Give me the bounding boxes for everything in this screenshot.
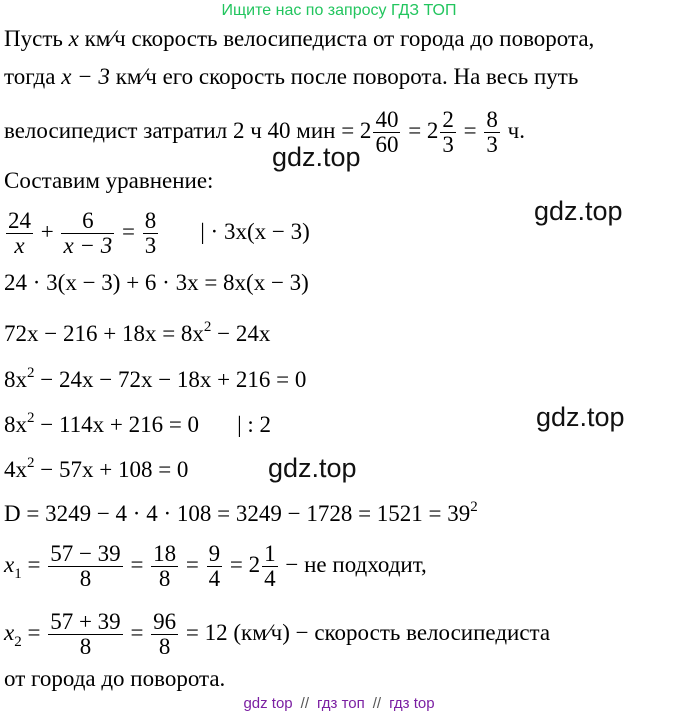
step-3 xyxy=(4,358,306,395)
text: − 24x xyxy=(211,321,271,346)
text-line-4 xyxy=(4,166,213,196)
denominator: x − 3 xyxy=(63,233,113,259)
superscript: 2 xyxy=(27,455,35,471)
fraction xyxy=(6,209,33,258)
text: 72x − 216 + 18x = 8x xyxy=(4,321,204,346)
footer-link-gdz-top[interactable]: gdz top xyxy=(243,695,293,712)
step-2 xyxy=(4,312,270,349)
footer-links xyxy=(0,695,678,712)
fraction xyxy=(207,542,223,591)
text: тогда xyxy=(4,64,62,89)
root-x2 xyxy=(4,606,550,660)
fraction xyxy=(143,209,159,258)
header-banner: Ищите нас по запросу ГДЗ ТОП xyxy=(221,2,457,19)
text: = xyxy=(180,552,205,577)
step-1 xyxy=(4,268,309,298)
numerator: 57 − 39 xyxy=(50,541,121,567)
denominator: 8 xyxy=(79,566,92,592)
text: от города до поворота. xyxy=(4,666,226,691)
footer-separator: // xyxy=(300,695,309,712)
equation-line xyxy=(4,206,310,258)
text: = xyxy=(21,620,47,645)
text: − 57x + 108 = 0 xyxy=(34,457,189,482)
fraction xyxy=(48,542,122,591)
text: = xyxy=(116,219,141,244)
numerator: 8 xyxy=(486,107,498,133)
text: км⁄ч скорость велосипедиста от города до поворота, xyxy=(78,26,595,51)
variable: x xyxy=(4,620,15,645)
text-line-2 xyxy=(4,62,578,92)
variable: x xyxy=(68,26,79,51)
superscript: 2 xyxy=(27,365,35,381)
text: велосипедист затратил 2 ч 40 мин = 2 xyxy=(4,118,372,143)
numerator: 8 xyxy=(144,208,157,234)
variable: x xyxy=(4,552,15,577)
denominator: 4 xyxy=(264,566,276,592)
fraction xyxy=(373,108,400,157)
footer-link-gdz-top-ru[interactable]: гдз топ xyxy=(317,695,365,712)
text: − не подходит, xyxy=(279,552,427,577)
fraction xyxy=(262,542,278,591)
text: + xyxy=(35,219,60,244)
step-5 xyxy=(4,448,188,485)
numerator: 40 xyxy=(375,107,399,133)
root-x1 xyxy=(4,538,427,592)
fraction xyxy=(61,209,114,258)
text: = 2 xyxy=(224,552,261,577)
footer-separator: // xyxy=(372,695,382,712)
watermark: gdz.top xyxy=(536,402,625,432)
subscript: 1 xyxy=(14,566,22,582)
superscript: 2 xyxy=(203,319,212,335)
numerator: 1 xyxy=(264,541,276,567)
text: − 24x − 72x − 18x + 216 = 0 xyxy=(34,367,307,392)
text: км⁄ч его скорость после поворота. На весь путь xyxy=(109,64,579,89)
denominator: 4 xyxy=(208,566,221,592)
numerator: 2 xyxy=(442,107,454,133)
superscript: 2 xyxy=(27,410,35,426)
text: Пусть xyxy=(4,26,69,51)
denominator: x xyxy=(14,233,25,259)
denominator: 3 xyxy=(144,233,157,259)
denominator: 8 xyxy=(158,634,171,660)
numerator: 6 xyxy=(61,209,114,234)
text: D = 3249 − 4 · 4 · 108 = 3249 − 1728 = 1521 = 39 xyxy=(4,501,471,526)
denominator: 60 xyxy=(375,132,399,158)
superscript: 2 xyxy=(470,499,478,515)
text-line-3 xyxy=(4,106,525,156)
text: 24 · 3(x − 3) + 6 · 3x = 8x(x − 3) xyxy=(4,270,309,295)
text: 8x xyxy=(4,367,27,392)
expression: x − 3 xyxy=(61,64,110,89)
text: = xyxy=(457,118,483,143)
numerator: 24 xyxy=(8,208,31,234)
text: = xyxy=(124,620,150,645)
footer-link-gdz-top-mixed[interactable]: гдз top xyxy=(389,695,435,712)
text-line-last xyxy=(4,664,225,694)
text: = xyxy=(21,552,47,577)
numerator: 96 xyxy=(153,609,177,635)
text: − 114x + 216 = 0 xyxy=(34,412,200,437)
denominator: 3 xyxy=(486,132,498,158)
text: 4x xyxy=(4,457,27,482)
text: = 2 xyxy=(402,118,439,143)
text: | · 3x(x − 3) xyxy=(200,219,310,244)
fraction xyxy=(440,108,456,157)
text: = xyxy=(124,552,150,577)
subscript: 2 xyxy=(14,634,22,650)
denominator: 8 xyxy=(158,566,171,592)
text: | : 2 xyxy=(237,412,272,437)
denominator: 8 xyxy=(79,634,92,660)
step-4 xyxy=(4,403,271,440)
numerator: 9 xyxy=(208,541,221,567)
text: 8x xyxy=(4,412,27,437)
fraction xyxy=(151,610,178,659)
text: = 12 (км⁄ч) − скорость велосипедиста xyxy=(180,620,551,645)
discriminant xyxy=(4,492,478,529)
numerator: 57 + 39 xyxy=(50,609,121,635)
watermark: gdz.top xyxy=(268,453,357,483)
text-line-1 xyxy=(4,24,594,54)
fraction xyxy=(151,542,178,591)
numerator: 18 xyxy=(153,541,177,567)
denominator: 3 xyxy=(442,132,454,158)
watermark: gdz.top xyxy=(272,142,361,172)
watermark: gdz.top xyxy=(534,196,623,226)
text: ч. xyxy=(501,118,525,143)
text: Составим уравнение: xyxy=(4,168,214,193)
fraction xyxy=(48,610,122,659)
fraction xyxy=(484,108,500,157)
